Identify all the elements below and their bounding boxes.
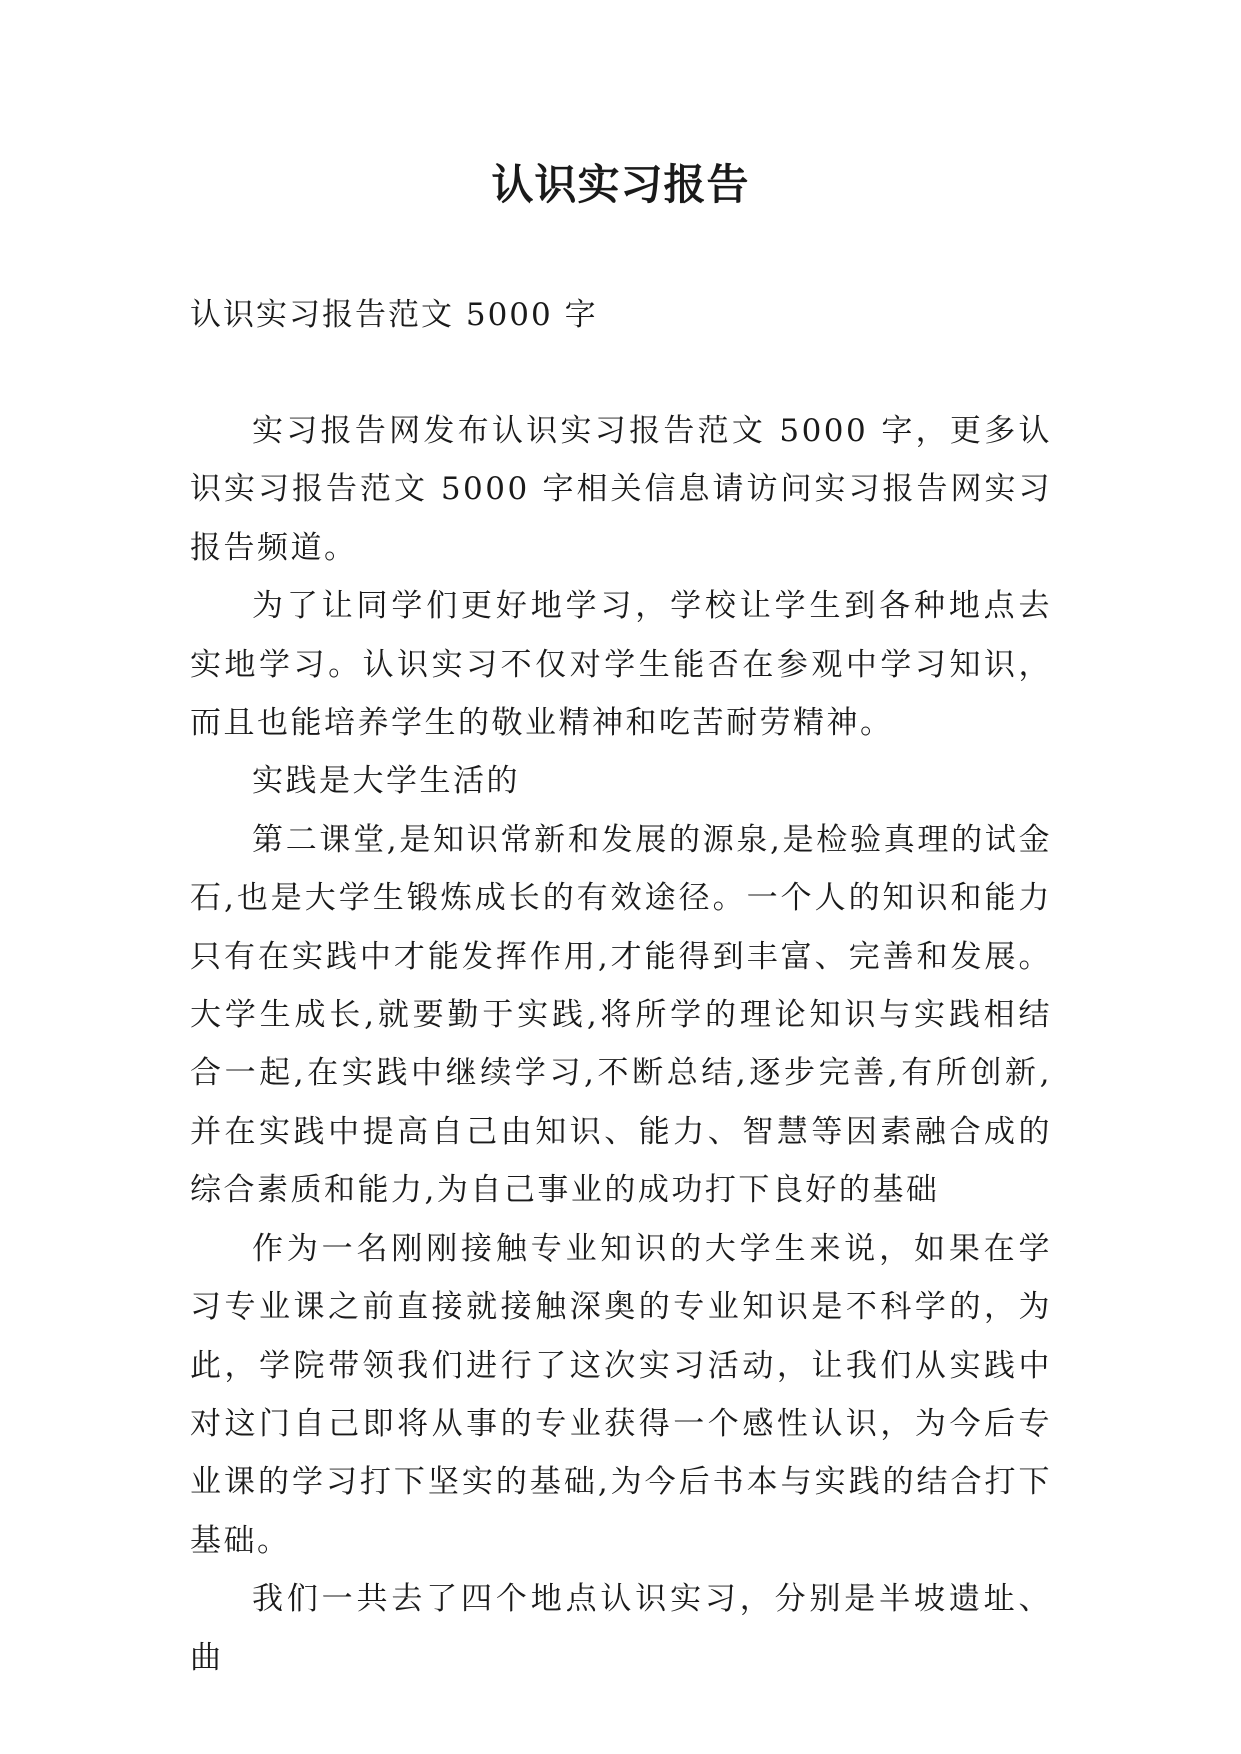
- paragraph-practice-heading: 实践是大学生活的: [252, 763, 520, 800]
- document-subtitle: 认识实习报告范文 5000 字: [190, 297, 598, 333]
- paragraph-purpose: 为了让同学们更好地学习，学校让学生到各种地点去实地学习。认识实习不仅对学生能否在参观中学习知识，而且也能培养学生的敬业精神和吃苦耐劳精神。: [190, 588, 1052, 742]
- paragraph-student: 作为一名刚刚接触专业知识的大学生来说，如果在学习专业课之前直接就接触深奥的专业知识是不科学的，为此，学院带领我们进行了这次实习活动，让我们从实践中对这门自己即将从事的专业获得一个感性认识，为今后专业课的学习打下坚实的基础,为今后书本与实践的结合打下基础。: [190, 1230, 1052, 1559]
- paragraph-locations: 我们一共去了四个地点认识实习，分别是半坡遗址、曲: [190, 1581, 1052, 1676]
- paragraph-intro: 实习报告网发布认识实习报告范文 5000 字，更多认识实习报告范文 5000 字相关信息请访问实习报告网实习报告频道。: [190, 413, 1052, 566]
- document-title: 认识实习报告: [491, 160, 750, 209]
- paragraph-practice: 第二课堂,是知识常新和发展的源泉,是检验真理的试金石,也是大学生锻炼成长的有效途径。一个人的知识和能力只有在实践中才能发挥作用,才能得到丰富、完善和发展。大学生成长,就要勤于实践,将所学的理论知识与实践相结合一起,在实践中继续学习,不断总结,逐步完善,有所创新,并在实践中提高自己由知识、能力、智慧等因素融合成的综合素质和能力,为自己事业的成功打下良好的基础: [190, 821, 1052, 1209]
- document-body: [190, 402, 1052, 1687]
